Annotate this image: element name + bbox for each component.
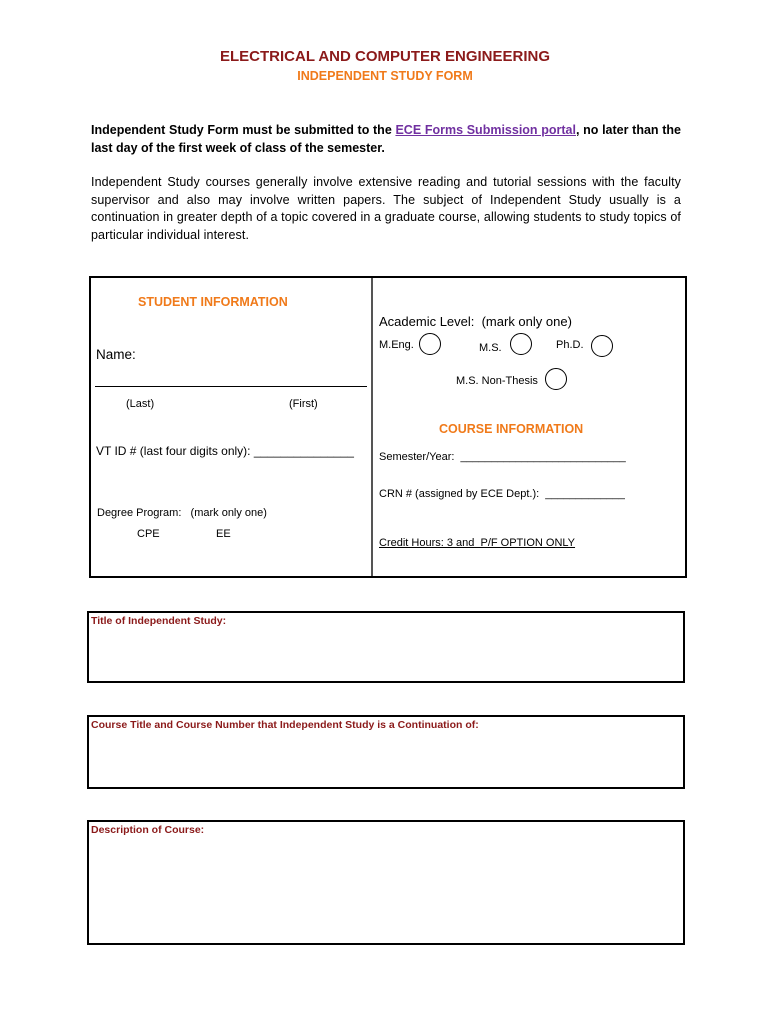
academic-level-label: Academic Level: (mark only one) <box>379 314 572 329</box>
notice-text-after: , no later than the last day of the first week of class of the semester. <box>91 123 681 155</box>
form-subtitle: INDEPENDENT STUDY FORM <box>297 69 473 83</box>
credit-hours-note: Credit Hours: 3 and P/F OPTION ONLY <box>379 537 576 549</box>
notice-text-before: Independent Study Form must be submitted to the <box>91 123 396 137</box>
ms-non-thesis-radio[interactable] <box>545 368 567 390</box>
semester-year-field[interactable]: Semester/Year: ___________________________ <box>379 451 626 463</box>
form-title: ELECTRICAL AND COMPUTER ENGINEERING <box>219 48 550 65</box>
continuation-course-label: Course Title and Course Number that Independent Study is a Continuation of: <box>91 719 479 731</box>
name-label: Name: <box>96 347 136 362</box>
crn-field[interactable]: CRN # (assigned by ECE Dept.): _____________ <box>379 488 625 500</box>
intro-paragraph: Independent Study courses generally involve extensive reading and tutorial sessions with the faculty supervisor and also may involve written papers. The subject of Independent Study usually is a continuation in greater depth of a topic covered in a graduate course, allowing students to study topics of particular individual interest. <box>91 175 681 242</box>
course-info-heading: COURSE INFORMATION <box>439 422 584 436</box>
vtid-field[interactable]: VT ID # (last four digits only): _______________ <box>96 444 354 458</box>
title-of-study-box[interactable] <box>87 611 685 683</box>
meng-radio[interactable] <box>419 333 441 355</box>
first-name-label: (First) <box>289 398 318 410</box>
forms-portal-link[interactable]: ECE Forms Submission portal <box>395 123 576 137</box>
ms-radio[interactable] <box>510 333 532 355</box>
meng-label: M.Eng. <box>379 339 414 351</box>
course-description-box[interactable] <box>87 820 685 945</box>
continuation-course-box[interactable] <box>87 715 685 789</box>
ms-label: M.S. <box>479 342 502 354</box>
student-info-heading: STUDENT INFORMATION <box>138 295 288 309</box>
submission-notice <box>91 121 681 157</box>
column-divider <box>371 278 373 576</box>
title-of-study-label: Title of Independent Study: <box>91 615 227 627</box>
ms-non-thesis-label: M.S. Non-Thesis <box>456 375 538 387</box>
last-name-label: (Last) <box>126 398 155 410</box>
degree-program-label: Degree Program: (mark only one) <box>97 507 267 519</box>
phd-radio[interactable] <box>591 335 613 357</box>
degree-option-ee[interactable]: EE <box>216 528 231 540</box>
course-description-label: Description of Course: <box>91 824 205 836</box>
degree-option-cpe[interactable]: CPE <box>137 528 160 540</box>
phd-label: Ph.D. <box>556 339 584 351</box>
name-field[interactable] <box>95 386 367 387</box>
